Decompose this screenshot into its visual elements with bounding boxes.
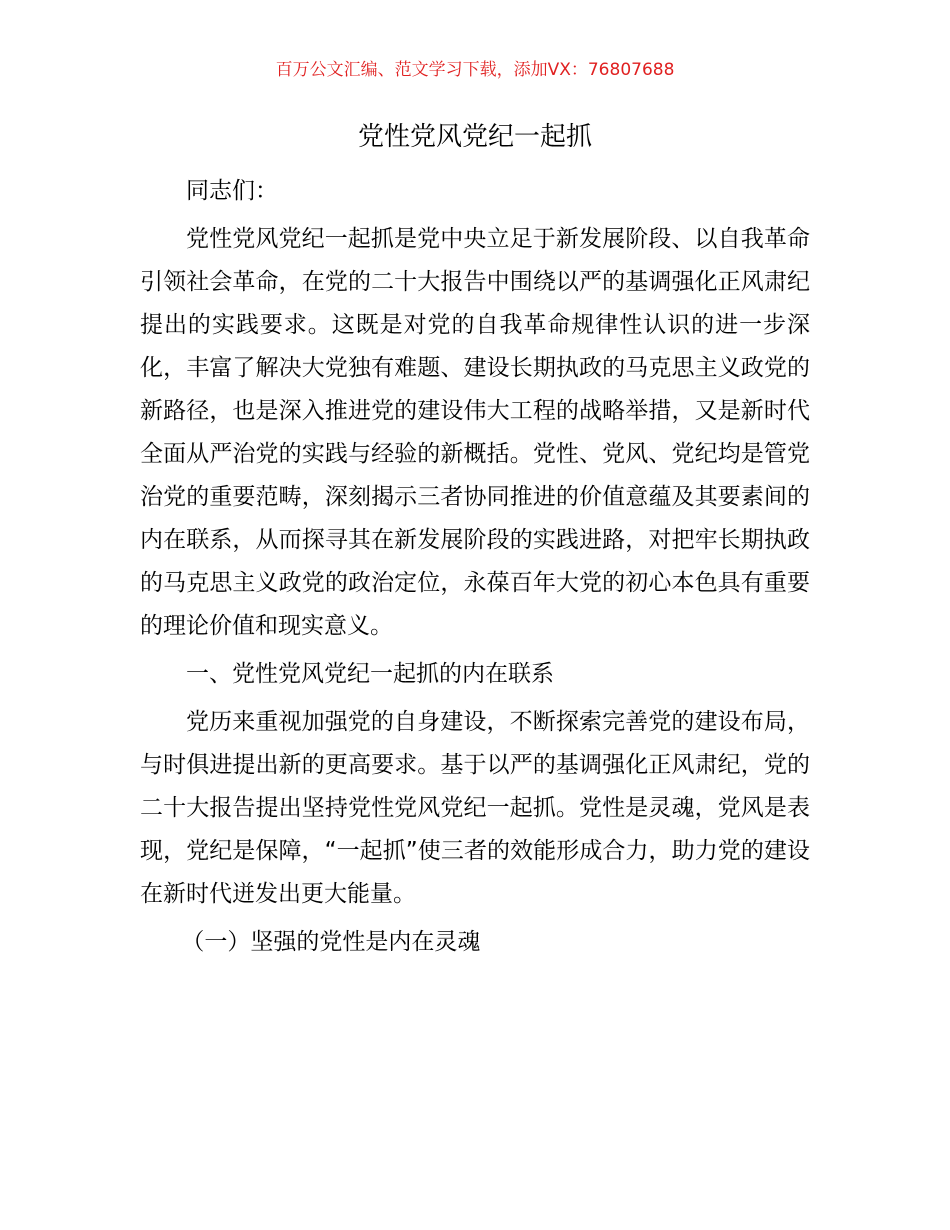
subsection-heading-1: （一）坚强的党性是内在灵魂 [181, 929, 481, 955]
paragraph-intro: 党性党风党纪一起抓是党中央立足于新发展阶段、以自我革命引领社会革命，在党的二十大报告中围绕以严的基调强化正风肃纪提出的实践要求。这既是对党的自我革命规律性认识的进一步深化，丰富了解决大党独有难题、建设长期执政的马克思主义政党的新路径，也是深入推进党的建设伟大工程的战略举措，又是新时代全面从严治党的实践与经验的新概括。党性、党风、党纪均是管党治党的重要范畴，深刻揭示三者协同推进的价值意蕴及其要素间的内在联系，从而探寻其在新发展阶段的实践进路，对把牢长期执政的马克思主义政党的政治定位，永葆百年大党的初心本色具有重要的理论价值和现实意义。 [140, 226, 810, 639]
salutation: 同志们： [186, 178, 278, 204]
watermark-header: 百万公文汇编、范文学习下载，添加VX：76807688 [275, 60, 675, 80]
document-title: 党性党风党纪一起抓 [357, 122, 592, 152]
document-body [140, 170, 810, 964]
paragraph-section-1: 党历来重视加强党的自身建设，不断探索完善党的建设布局，与时俱进提出新的更高要求。基于以严的基调强化正风肃纪，党的二十大报告提出坚持党性党风党纪一起抓。党性是灵魂，党风是表现，党纪是保障，“一起抓”使三者的效能形成合力，助力党的建设在新时代迸发出更大能量。 [140, 709, 810, 907]
section-heading-1: 一、党性党风党纪一起抓的内在联系 [186, 661, 554, 687]
